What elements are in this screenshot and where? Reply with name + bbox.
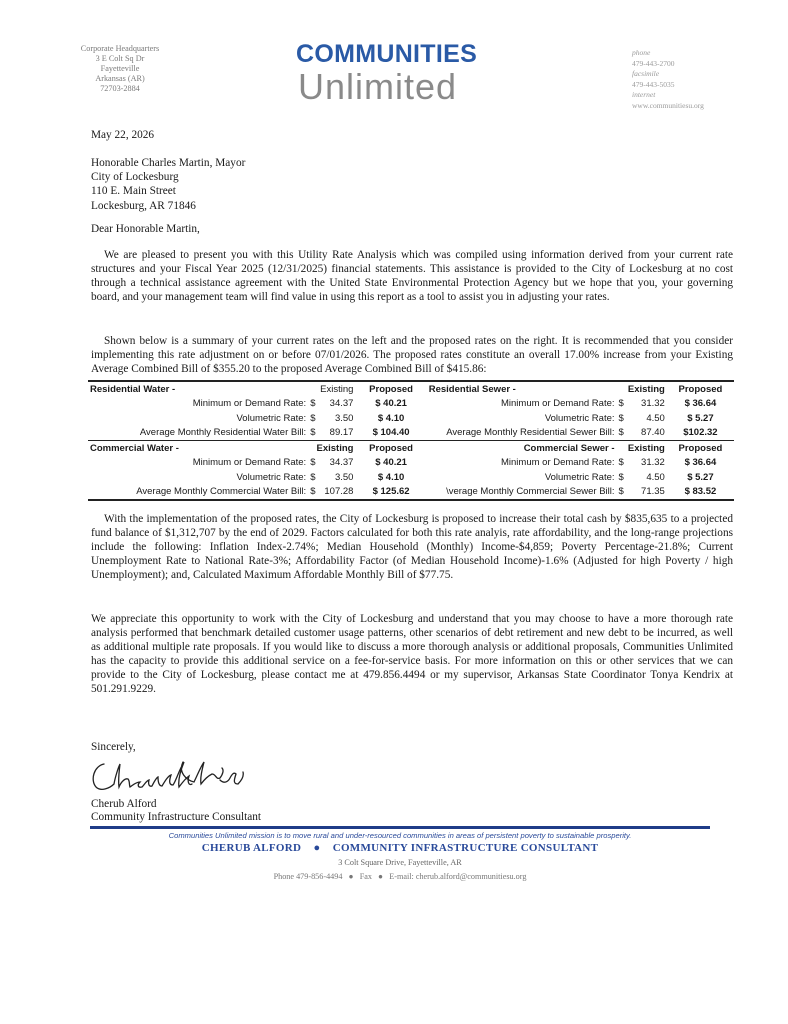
commercial-sewer-header: Commercial Sewer - <box>427 441 617 456</box>
paragraph-closing: We appreciate this opportunity to work with the City of Lockesburg and understand that you may choose to have a more thorough rate analysis performed that benchmark detailed customer usage patterns, other scenarios of debt retirement and new debt to be incurred, as well as additional multiple rate proposals. If you would like to discuss a more thorough analysis or additional proposals, Communities Unlimited has the capacity to provide this additional service on a fee-for-service basis. For more information on this or other services that we can provide to the City of Lockesburg, please contact me at 479.856.4494 or my supervisor, Arkansas State Coordinator Tonya Kendrix at 501.291.9229. <box>91 613 733 695</box>
cell-value: 34.37 <box>329 398 354 410</box>
cell-value: 107.28 <box>321 485 356 501</box>
internet-label: internet <box>632 90 656 99</box>
cell-value: 87.40 <box>641 427 665 439</box>
existing-header: Existing <box>617 441 667 456</box>
phone-number: 479-443-2700 <box>632 58 675 68</box>
proposed-header: Proposed <box>667 441 734 456</box>
footer-address: 3 Colt Square Drive, Fayetteville, AR <box>338 858 462 867</box>
cell-value: $ 36.64 <box>684 457 717 469</box>
row-label: Average Monthly Residential Water Bill: <box>139 427 307 439</box>
cell-value: 34.37 <box>329 457 354 469</box>
cell-value: 31.32 <box>641 457 665 469</box>
hq-line: Fayetteville <box>100 64 140 73</box>
paragraph-intro: We are pleased to present you with this Utility Rate Analysis which was compiled using information derived from your current rate structures and your Fiscal Year 2025 (12/31/2025) financial statements. This assistance is provided to the City of Lockesburg at no cost through a technical assistance agreement with the United State Environmental Protection Agency but we hope that you, your governing board, and your management team will find value in using this report as a tool to assist you in adjusting your rates. <box>91 249 733 303</box>
cell-value: $ 4.10 <box>377 471 405 483</box>
cell-value: 4.50 <box>646 471 665 483</box>
cell-value: $ 4.10 <box>377 412 405 424</box>
row-label: \verage Monthly Commercial Sewer Bill: <box>427 485 617 501</box>
dollar-sign: $ <box>618 427 624 439</box>
table-row <box>88 411 734 426</box>
rates-table <box>88 380 734 501</box>
hq-line: Corporate Headquarters <box>80 44 160 53</box>
cell-value: $ 83.52 <box>667 485 734 501</box>
paragraph-summary: Shown below is a summary of your current rates on the left and the proposed rates on the right. It is recommended that you consider implementing this rate adjustment on or before 07/01/2026. The proposed rates constitute an overall 17.00% increase from your Existing Average Combined Bill of $355.20 to the proposed Average Combined Bill of $415.86: <box>91 335 733 375</box>
cell-value: 31.32 <box>641 398 665 410</box>
signer-block <box>91 798 261 824</box>
existing-header: Existing <box>308 381 355 397</box>
dollar-sign: $ <box>618 471 624 483</box>
commercial-water-header: Commercial Water - <box>88 441 308 456</box>
table-row <box>88 470 734 485</box>
table-row <box>88 456 734 471</box>
dollar-sign: $ <box>310 398 316 410</box>
footer-email: E-mail: cherub.alford@communitiesu.org <box>389 872 527 881</box>
hq-line: Arkansas (AR) <box>95 74 145 83</box>
cell-value: $ 125.62 <box>355 485 426 501</box>
cell-value: $102.32 <box>683 427 718 439</box>
fax-number: 479-443-5035 <box>632 79 675 89</box>
cell-value: 89.17 <box>329 427 354 439</box>
letterhead-contact <box>632 48 704 111</box>
row-label: Minimum or Demand Rate: <box>501 398 615 410</box>
dollar-sign: $ <box>310 471 316 483</box>
dollar-sign: $ <box>310 457 316 469</box>
proposed-header: Proposed <box>355 381 426 397</box>
cell-value: $ 40.21 <box>375 398 407 410</box>
dollar-sign: $ <box>618 457 624 469</box>
signer-name: Cherub Alford <box>91 798 157 810</box>
table-row <box>88 441 734 456</box>
address-line: Honorable Charles Martin, Mayor <box>91 157 246 169</box>
cell-value: $ 5.27 <box>687 471 714 483</box>
row-label: Average Monthly Commercial Water Bill: <box>88 485 308 501</box>
address-line: Lockesburg, AR 71846 <box>91 199 196 212</box>
mission-statement: Communities Unlimited mission is to move rural and under-resourced communities in areas of persistent poverty to sustainable prosperity. <box>168 831 632 840</box>
row-label: Volumetric Rate: <box>236 412 307 424</box>
cell-value: $ 40.21 <box>375 457 407 469</box>
footer-name-title <box>90 842 710 854</box>
hq-line: 3 E Colt Sq Dr <box>95 54 145 63</box>
dollar-sign: $ <box>618 412 624 424</box>
dollar-sign: $ <box>617 485 630 501</box>
table-row <box>88 397 734 412</box>
footer-title: COMMUNITY INFRASTRUCTURE CONSULTANT <box>332 842 599 854</box>
footer-fax: Fax <box>359 872 372 881</box>
letter-date: May 22, 2026 <box>91 129 155 141</box>
table-row <box>88 381 734 397</box>
website: www.communitiesu.org <box>632 100 704 110</box>
phone-label: phone <box>632 48 651 57</box>
closing: Sincerely, <box>91 741 136 753</box>
address-line: City of Lockesburg <box>91 171 179 184</box>
residential-sewer-header: Residential Sewer - <box>427 381 617 397</box>
signature-image <box>88 754 258 798</box>
signature <box>88 754 258 803</box>
address-line: 110 E. Main Street <box>91 185 176 198</box>
cell-value: 4.50 <box>646 412 665 424</box>
footer-rule <box>90 826 710 829</box>
logo-unlimited: Unlimited <box>298 66 458 107</box>
cell-value: 71.35 <box>629 485 667 501</box>
paragraph-projection: With the implementation of the proposed rates, the City of Lockesburg is proposed to increase their total cash by $835,635 to a projected fund balance of $1,312,707 by the end of 2029. Factors calculated for both this rate analyis, rate affordability, and the long-range projections include the following: Inflation Index-2.74%; Median Household (Monthly) Income-$4,859; Poverty Percentage-21.8%; Current Unemployment Rate to National Rate-3%; Affordability Factor (of Median Household Income)-1.6% (Adjusted for high Poverty / high Unemployment); and, Calculated Maximum Affordable Monthly Bill of $77.75. <box>91 513 733 581</box>
dollar-sign: $ <box>310 412 316 424</box>
dollar-sign: $ <box>310 427 316 439</box>
row-label: Volumetric Rate: <box>236 471 307 483</box>
row-label: Minimum or Demand Rate: <box>192 398 307 410</box>
table-row <box>88 426 734 441</box>
bullet-icon: ● <box>313 842 321 854</box>
bullet-icon: ● <box>378 872 384 881</box>
bullet-icon: ● <box>348 872 354 881</box>
row-label: Minimum or Demand Rate: <box>501 457 615 469</box>
fax-label: facsimile <box>632 69 660 78</box>
row-label: Volumetric Rate: <box>544 471 615 483</box>
hq-line: 72703-2884 <box>100 84 140 93</box>
cell-value: $ 36.64 <box>684 398 717 410</box>
headquarters-address <box>70 44 170 94</box>
cell-value: $ 104.40 <box>372 427 410 439</box>
cell-value: 3.50 <box>334 412 354 424</box>
recipient-address <box>91 156 245 213</box>
row-label: Minimum or Demand Rate: <box>192 457 307 469</box>
dollar-sign: $ <box>308 485 321 501</box>
dollar-sign: $ <box>618 398 624 410</box>
salutation: Dear Honorable Martin, <box>91 223 200 235</box>
proposed-header: Proposed <box>355 441 426 456</box>
cell-value: $ 5.27 <box>687 412 714 424</box>
signer-title: Community Infrastructure Consultant <box>91 811 262 823</box>
residential-water-header: Residential Water - <box>88 381 308 397</box>
footer-contact <box>90 872 710 881</box>
cell-value: 3.50 <box>334 471 354 483</box>
footer-name: CHERUB ALFORD <box>201 842 302 854</box>
proposed-header: Proposed <box>667 381 734 397</box>
existing-header: Existing <box>308 441 355 456</box>
row-label: Average Monthly Residential Sewer Bill: <box>446 427 615 439</box>
existing-header: Existing <box>617 381 667 397</box>
table-row <box>88 485 734 501</box>
row-label: Volumetric Rate: <box>544 412 615 424</box>
logo-communities: COMMUNITIES <box>296 40 478 68</box>
footer-phone: Phone 479-856-4494 <box>273 872 343 881</box>
